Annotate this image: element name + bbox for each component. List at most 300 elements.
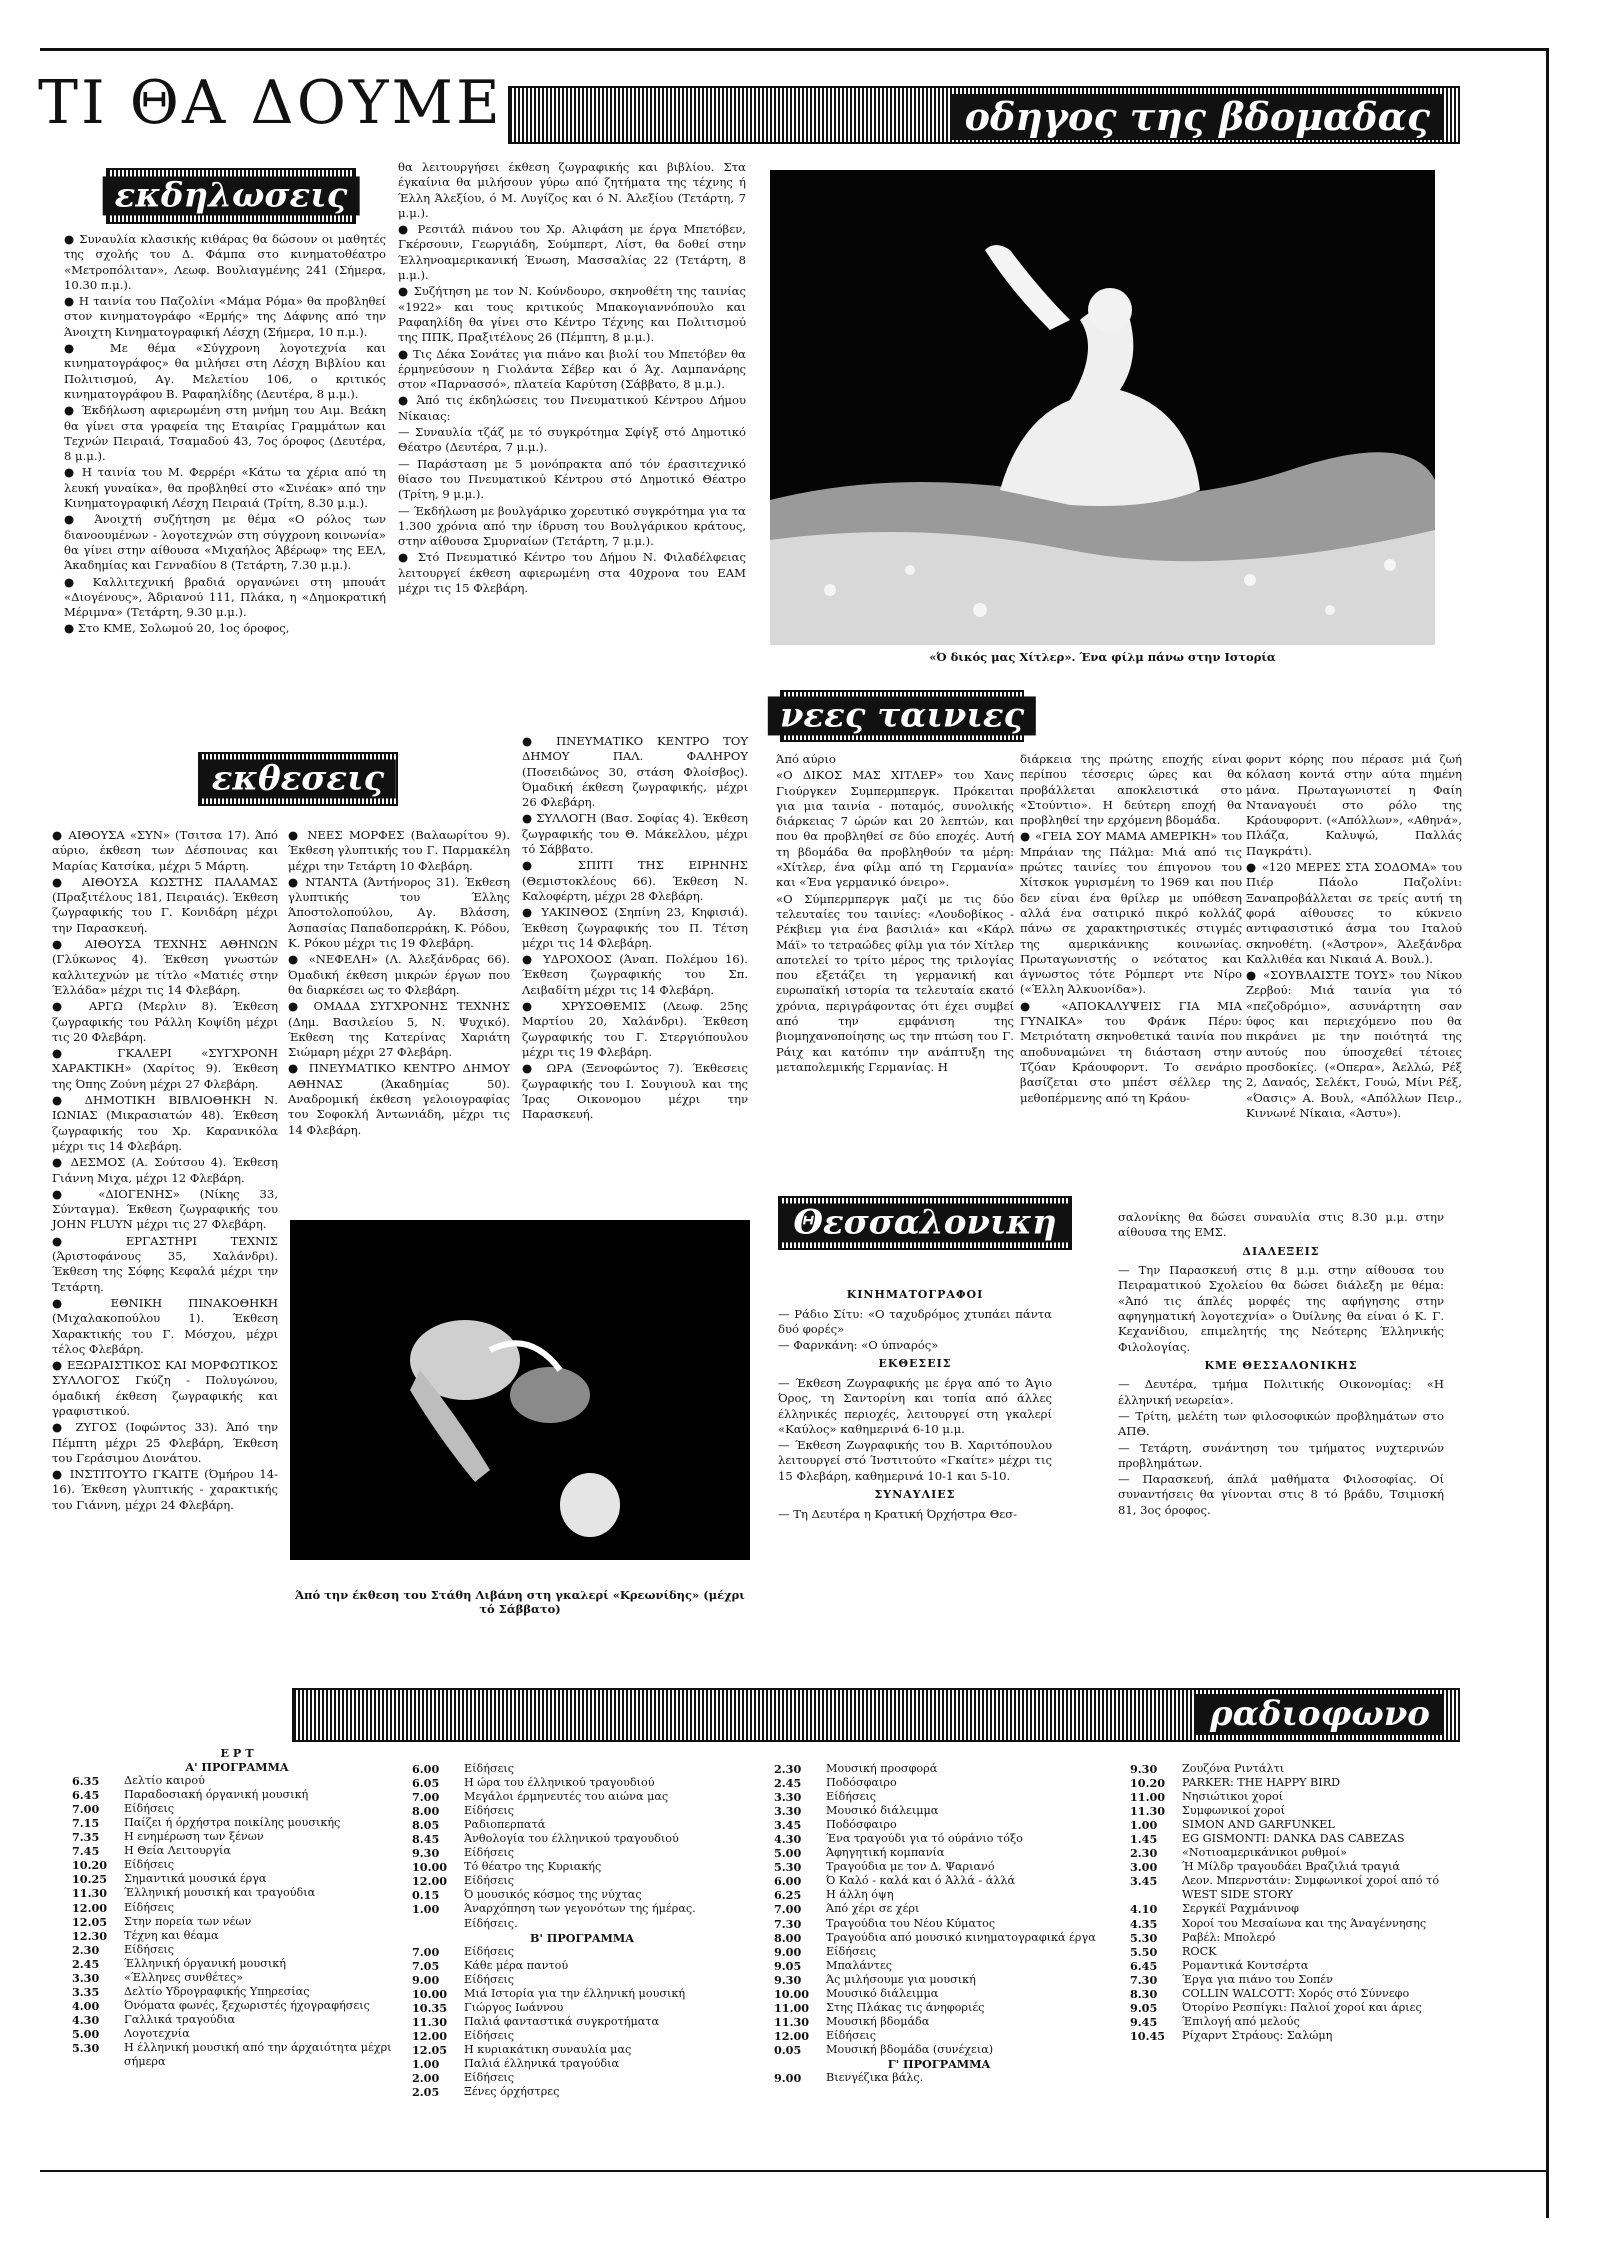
schedule-time: 1.00 (412, 2056, 440, 2071)
schedule-time: 12.30 (72, 1928, 108, 1943)
schedule-row (72, 1774, 402, 1788)
events-list-2 (398, 160, 746, 596)
paragraph: ● ΧΡΥΣΟΘΕΜΙΣ (Λεωφ. 25ης Μαρτίου 20, Χαλάνδρι). Έκθεση ζωγραφικής του Γ. Στεργιόπουλου μέχρι τις 19 Φλεβάρη. (522, 999, 748, 1059)
schedule-row (1130, 1917, 1460, 1931)
program-heading: Ε Ρ Τ (220, 1746, 254, 1760)
thessaloniki-column-1 (778, 1284, 1052, 1620)
schedule-row (774, 1917, 1104, 1931)
schedule-row (1130, 1846, 1460, 1860)
schedule-row (1130, 1790, 1460, 1804)
exhibitions-column-2 (288, 828, 510, 1210)
schedule-program: Μουσική βδομάδα (συνέχεια) (826, 2042, 994, 2056)
schedule-row (412, 1846, 752, 1860)
schedule-time: 7.45 (72, 1844, 100, 1859)
schedule-time: 0.15 (412, 1888, 440, 1903)
schedule-program: Γιώργος Ιωάννου (464, 2000, 564, 2014)
radio-list-2 (412, 1762, 752, 2099)
schedule-time: 6.00 (412, 1762, 440, 1776)
top-rule (40, 48, 1548, 51)
schedule-program: Ρίχαρντ Στράους: Σαλώμη (1182, 2028, 1333, 2042)
paragraph: ● ΣΠΙΤΙ ΤΗΣ ΕΙΡΗΝΗΣ (Θεμιστοκλέους 66). Έκθεση Ν. Καλοφέρτη, μέχρι 28 Φλεβάρη. (522, 858, 748, 903)
schedule-row (412, 1776, 752, 1790)
schedule-row (774, 1888, 1104, 1902)
paragraph: Άπό αύριο (776, 752, 836, 766)
radio-list-1 (72, 1746, 402, 2069)
schedule-row (774, 1860, 1104, 1874)
schedule-program: Ποδόσφαιρο (826, 1776, 897, 1790)
schedule-row (774, 2071, 1104, 2085)
schedule-time: 4.35 (1130, 1916, 1158, 1931)
schedule-row (1130, 2001, 1460, 2015)
paragraph: ● Συζήτηση με τον Ν. Κούνδουρο, σκηνοθέτη της ταινίας «1922» και τους κριτικούς Μπακογιαννόπουλο και Ραφαηλίδη θα γίνει στο Κέντρο Τέχνης και Πολιτισμού της ΠΠΚ, Πραξιτέλους 26 (Πέμπτη, 8 μ.μ.). (398, 284, 746, 345)
schedule-time: 7.30 (1130, 1972, 1158, 1987)
events-column-1 (64, 232, 386, 702)
schedule-time: 2.45 (774, 1776, 802, 1791)
schedule-program: Μουσική βδομάδα (826, 2014, 930, 2028)
schedule-time: 9.30 (412, 1846, 440, 1861)
schedule-row (774, 1762, 1104, 1776)
schedule-program: Είδήσεις (464, 1804, 515, 1818)
schedule-time: 10.25 (72, 1872, 108, 1887)
hitler-film-photo (770, 170, 1435, 645)
schedule-time: 4.30 (72, 2012, 100, 2027)
schedule-row (412, 2043, 752, 2057)
paragraph: — Φαρνκάνη: «Ο ύπναρός» (778, 1338, 939, 1353)
schedule-program: Παραδοσιακή όργανική μουσική (124, 1788, 309, 1802)
schedule-program: Παίζει ή όρχήστρα ποικίλης μουσικής (124, 1816, 341, 1830)
schedule-row (412, 2057, 752, 2071)
schedule-row (774, 1987, 1104, 2001)
paragraph: — Παράσταση με 5 μονόπρακτα από τόν έρασιτεχνικό θίασο του Πνευματικού Κέντρου στό Δημοτικό Θέατρο (Τρίτη, 9 μ.μ.). (398, 456, 746, 502)
schedule-time: 1.00 (412, 1902, 440, 1917)
schedule-time: 2.05 (412, 2085, 440, 2100)
radio-column-2 (412, 1762, 752, 2146)
paragraph: «Ο ΔΙΚΟΣ ΜΑΣ ΧΙΤΛΕΡ» του Χανς Γιούργκεν Συμπερμπεργκ. Πρόκειται για μια ταινία - ποταμός, συνολικής διάρκειας 7 ώρών και 20 λεπτών, και που θα προβληθεί σε δύο εποχές. Αυτή τη βδομάδα θα προβληθούν τα μέρη: «Χίτλερ, ένα φίλμ από τη Γερμανία» και «Ένα γερμανικό όνειρο». (776, 768, 1014, 890)
paragraph: ● ΖΥΓΟΣ (Ιοφώντος 33). Άπό την Πέμπτη μέχρι 25 Φλεβάρη, Έκθεση του Γεράσιμου Διονάτου. (52, 1420, 278, 1465)
schedule-row (774, 2015, 1104, 2029)
schedule-row (1130, 1776, 1460, 1790)
schedule-time: 5.30 (774, 1860, 802, 1875)
paragraph: — Την Παρασκευή στις 8 μ.μ. στην αίθουσα του Πειραματικού Σχολείου θα δώσει διάλεξη με θέμα: «Άπό τις άπλές μορφές της αφήγησης στην αφηγηματική λογοτεχνία» ο Όυίλνης θα είναι ό Κ. Γ. Κεχανίδιου, επιμελητής της Νεότερης Έλληνικής Φιλολογίας. (1118, 1263, 1444, 1354)
schedule-time: 9.05 (774, 1958, 802, 1973)
paragraph: ● ΟΜΑΔΑ ΣΥΓΧΡΟΝΗΣ ΤΕΧΝΗΣ (Δημ. Βασιλείου 5, Ν. Ψυχικό). Έκθεση της Κατερίνας Χαριάτη Σιώμαρη μέχρι 27 Φλεβάρη. (288, 999, 510, 1060)
schedule-time: 10.00 (412, 1860, 448, 1875)
paragraph: διάρκεια της πρώτης εποχής είναι περίπου τέσσερις ώρες και θα προβάλλεται αποκλειστικά στο «Στούντιο». Η δεύτερη εποχή θα προβληθεί την ερχόμενη βδομάδα. (1020, 752, 1242, 828)
banner-label: οδηγος της βδομαδας (951, 94, 1444, 140)
schedule-row (412, 1987, 752, 2001)
schedule-time: 8.00 (774, 1930, 802, 1945)
schedule-time: 6.05 (412, 1776, 440, 1791)
schedule-time: 6.25 (774, 1888, 802, 1903)
exhibitions-list-2 (288, 828, 510, 1138)
schedule-row (72, 2013, 402, 2027)
right-rule (1546, 48, 1549, 2218)
section-header-events: εκδηλωσεις (106, 168, 356, 224)
paragraph: ● ΩΡΑ (Ξενοφώντος 7). Έκθεσεις ζωγραφικής του Ι. Σουγιουλ και της Ίρας Οικονομου μέχρι την Παρασκευή. (522, 1061, 748, 1122)
paragraph: ● Με θέμα «Σύγχρονη λογοτεχνία και κινηματογράφος» θα μιλήσει στη Λέσχη Βιβλίου και Πολιτισμού, Αγ. Μελετίου 106, ο κριτικός κινηματογράφου Β. Ραφαηλίδης (Δευτέρα, 8 μ.μ.). (64, 341, 386, 401)
schedule-time: 12.00 (412, 1874, 448, 1889)
schedule-program: Άπό χέρι σε χέρι (826, 1902, 920, 1916)
schedule-program: Είδήσεις (826, 1790, 877, 1804)
paragraph: ● ΥΔΡΟΧΟΟΣ (Άναπ. Πολέμου 16). Έκθεση ζωγραφικής του Σπ. Λειβαδίτη μέχρι τις 14 Φλεβάρη. (522, 952, 748, 997)
schedule-time: 7.00 (72, 1802, 100, 1817)
schedule-row (72, 2027, 402, 2041)
schedule-program: Μουσικό διάλειμμα (826, 1986, 939, 2000)
schedule-program: «Έλληνες συνθέτες» (124, 1970, 244, 1984)
schedule-row (72, 2041, 402, 2069)
schedule-row (412, 1959, 752, 1973)
schedule-program: Τραγούδια του Νέου Κύματος (826, 1916, 996, 1930)
schedule-program: Στης Πλάκας τις άνηφοριές (826, 2000, 985, 2014)
schedule-row (412, 1874, 752, 1888)
schedule-program: Είδήσεις (124, 1942, 175, 1956)
schedule-time: 8.45 (412, 1832, 440, 1847)
paragraph: ● «120 ΜΕΡΕΣ ΣΤΑ ΣΟΔΟΜΑ» του Πιέρ Πάολο Παζολίνι: Ξαναπροβάλλεται σε τρείς αυτή τη φορά αίθουσες το κύκνειο αντιφασιστικό άσμα του Ιταλού σκηνοθέτη. («Άστρον», Άλεξάνδρα Καλλιθέα και Νικαιά Α. Βουλ.). (1246, 860, 1462, 966)
weekly-guide-banner (508, 86, 1460, 144)
schedule-row (72, 1802, 402, 1816)
paragraph: — Ράδιο Σίτυ: «Ο ταχυδρόμος χτυπάει πάντα δυό φορές» (778, 1306, 1052, 1336)
schedule-time: 2.30 (1130, 1846, 1158, 1861)
schedule-time: 4.00 (72, 1998, 100, 2013)
schedule-time: 5.00 (72, 2026, 100, 2041)
schedule-time: 3.45 (1130, 1874, 1158, 1889)
schedule-row (774, 1790, 1104, 1804)
hitler-film-image (770, 170, 1435, 645)
hitler-film-caption: «Ό δικός μας Χίτλερ». Ένα φίλμ πάνω στην Ιστορία (929, 650, 1276, 664)
schedule-time: 0.05 (774, 2042, 802, 2057)
schedule-row (1130, 1902, 1460, 1916)
schedule-time: 8.00 (412, 1804, 440, 1819)
schedule-row (774, 1874, 1104, 1888)
paragraph: φορντ κόρης που πέρασε μιά ζωή κόλαση κοντά στην αύτα πημένη μάνα. Πρωταγωνιστεί η Φαίη Νταναγουέι στο ρόλο της Κράουφορντ. («Απόλλων», «Αθηνά», Πλάζα, Καλυψώ, Παλλάς Παγκράτι). (1246, 752, 1462, 858)
schedule-program: Τραγούδια από μουσικό κινηματογραφικά έργα (826, 1930, 1096, 1944)
program-heading: Β' ΠΡΟΓΡΑΜΜΑ (530, 1930, 634, 1945)
schedule-time: 9.00 (774, 2071, 802, 2086)
new-films-column-1 (776, 752, 1014, 1192)
schedule-row (412, 2015, 752, 2029)
new-films-list-2 (1020, 752, 1242, 1106)
subheading: ΣΥΝΑΥΛΙΕΣ (874, 1488, 956, 1501)
schedule-row (1130, 2029, 1460, 2043)
new-films-column-2 (1020, 752, 1242, 1192)
schedule-row (1130, 1931, 1460, 1945)
schedule-program: Είδήσεις (464, 1972, 515, 1986)
schedule-program: Μιά Ιστορία για την έλληνική μουσική (464, 1986, 686, 2000)
paragraph: ● Η ταινία του Παζολίνι «Μάμα Ρόμα» θα προβληθεί στον κινηματογράφο «Ερμής» της Δάφνης από την Άνοιχτη Κινηματογραφική Λέσχη (Σήμερα, 10 π.μ.). (64, 294, 386, 339)
schedule-time: 7.35 (72, 1830, 100, 1845)
schedule-program: Είδήσεις (464, 2028, 515, 2042)
schedule-row (1130, 1832, 1460, 1846)
schedule-program: Ό μουσικός κόσμος της νύχτας (464, 1888, 642, 1902)
schedule-program: Μουσική προσφορά (826, 1762, 938, 1775)
schedule-time: 5.30 (72, 2040, 100, 2055)
schedule-row (72, 1844, 402, 1858)
schedule-row (412, 2085, 752, 2099)
schedule-program: Τέχνη και θέαμα (124, 1928, 219, 1942)
schedule-time: 5.50 (1130, 1944, 1158, 1959)
paragraph: ● Τις Δέκα Σονάτες για πιάνο και βιολί του Μπετόβεν θα έρμηνεύσουν η Γιολάντα Σέβερ και ό Άχ. Λαμπανάρης στον «Παρνασσό», πλατεία Καρύτση (Σάββατο, 8 μ.μ.). (398, 346, 746, 392)
schedule-time: 10.00 (412, 1986, 448, 2001)
thessaloniki-column-2 (1118, 1210, 1444, 1640)
schedule-row (72, 1858, 402, 1872)
schedule-row (1130, 1959, 1460, 1973)
schedule-program: Κάθε μέρα παντού (464, 1958, 569, 1972)
schedule-time: 4.30 (774, 1832, 802, 1847)
schedule-row (1130, 1945, 1460, 1959)
schedule-program: Νησιώτικοι χοροί (1182, 1790, 1284, 1804)
schedule-time: 7.15 (72, 1816, 100, 1831)
schedule-time: 7.00 (412, 1944, 440, 1959)
paragraph: ● ΑΡΓΩ (Μερλιν 8). Έκθεση ζωγραφικής του Ράλλη Κοψίδη μέχρι τις 20 Φλεβάρη. (52, 999, 278, 1044)
schedule-row (72, 1985, 402, 1999)
schedule-row (412, 1973, 752, 1987)
schedule-row (774, 1945, 1104, 1959)
paragraph: θα λειτουργήσει έκθεση ζωγραφικής και βιβλίου. Στα έγκαίνια θα μιλήσουν γύρω από ζητήματα της τέχνης ή Έλλη Άλεξίου, ό Μ. Λυγίζος και ό Ν. Άλεξίου (Τετάρτη, 7 μ.μ.). (398, 160, 746, 220)
schedule-program: Λεον. Μπερνστάιν: Συμφωνικοί χοροί από τό WEST SIDE STORY (1182, 1874, 1440, 1902)
schedule-time: 7.05 (412, 1958, 440, 1973)
schedule-row (774, 1902, 1104, 1916)
program-heading: Α' ΠΡΟΓΡΑΜΜΑ (185, 1760, 289, 1775)
schedule-row (72, 1830, 402, 1844)
schedule-program: Ή Μίλδρ τραγουδάει Βραζιλιά τραγιά (1182, 1860, 1400, 1874)
schedule-program: Παλιά έλληνικά τραγούδια (464, 2056, 620, 2070)
schedule-row (412, 1860, 752, 1874)
schedule-program: Είδήσεις (464, 1762, 515, 1775)
subheading: ΚΜΕ ΘΕΣΣΑΛΟΝΙΚΗΣ (1204, 1358, 1358, 1372)
schedule-row (774, 1846, 1104, 1860)
schedule-time: 5.00 (774, 1846, 802, 1861)
schedule-time: 6.45 (1130, 1958, 1158, 1973)
subheading: ΔΙΑΛΕΞΕΙΣ (1242, 1244, 1320, 1258)
schedule-row (1130, 1987, 1460, 2001)
schedule-row (774, 1818, 1104, 1832)
schedule-program: Ζουζόνα Ριντάλτι (1182, 1762, 1285, 1775)
paragraph: ● ΑΙΘΟΥΣΑ ΤΕΧΝΗΣ ΑΘΗΝΩΝ (Γλύκωνος 4). Έκθεση γνωστών καλλιτεχνών με τίτλο «Ματιές στην Έλλάδα» μέχρι τις 14 Φλεβάρη. (52, 937, 278, 997)
schedule-program: Τραγούδια με τον Δ. Ψαριανό (826, 1860, 995, 1874)
schedule-time: 11.00 (1130, 1790, 1166, 1805)
schedule-program: Μεγάλοι έρμηνευτές του αιώνα μας (464, 1790, 669, 1804)
new-films-list-3 (1246, 752, 1462, 1121)
schedule-row (72, 1816, 402, 1830)
schedule-program: Άς μιλήσουμε για μουσική (826, 1972, 976, 1986)
exhibitions-column-1 (52, 828, 278, 1512)
paragraph: ● ΕΘΝΙΚΗ ΠΙΝΑΚΟΘΗΚΗ (Μιχαλακοπούλου 1). Έκθεση Χαρακτικής του Γ. Μόσχου, μέχρι τέλος Φλεβάρη. (52, 1295, 278, 1356)
schedule-time: 1.45 (1130, 1832, 1158, 1847)
schedule-row (412, 1762, 752, 1776)
schedule-program: «Νοτιοαμερικάνικοι ρυθμοί» (1182, 1846, 1348, 1860)
paragraph: ● «ΣΟΥΒΛΑΙΣΤΕ ΤΟΥΣ» του Νίκου Ζερβού: Μιά ταινία για τό «πεζοδρόμιο», ασυνάρτητη σαν ύφος και περιεχόμενο που θα πικράνει με την ποιότητά της αυτούς που ύποσχεθεί τέτοιες προσδοκίες. («Οπερα», Άελλώ, Ρέξ 2, Δαναός, Σελέκτ, Γουώ, Μίνι Ρέξ, «Όασις» Α. Βουλ, «Απόλλων Πειρ., Κιννωνέ Νίκαια, «Άστυ»). (1246, 968, 1462, 1120)
section-header-new-films: νεες ταινιες (780, 690, 1024, 742)
schedule-row (1130, 1762, 1460, 1776)
paragraph: ● ΠΝΕΥΜΑΤΙΚΟ ΚΕΝΤΡΟ ΤΟΥ ΔΗΜΟΥ ΠΑΛ. ΦΑΛΗΡΟΥ (Ποσειδώνος 30, στάση Φλοίσβος). Όμαδική έκθεση ζωγραφικής, μέχρι 26 Φλεβάρη. (522, 734, 748, 810)
schedule-row (412, 2071, 752, 2085)
schedule-program: SIMON AND GARFUNKEL (1182, 1818, 1335, 1832)
schedule-program: Ότορίνο Ρεσπίγκι: Παλιοί χοροί και άριες (1182, 2000, 1422, 2014)
schedule-time: 5.30 (1130, 1930, 1158, 1945)
paragraph: — Συναυλία τζάζ με τό συγκρότημα Σφίγξ στό Δημοτικό Θέατρο (Δευτέρα, 7 μ.μ.). (398, 425, 746, 455)
exhibitions-list-3 (522, 734, 748, 1122)
schedule-row (72, 1957, 402, 1971)
new-films-list-1 (776, 752, 1014, 1075)
schedule-time: 11.30 (412, 2014, 448, 2029)
bottom-rule (40, 2170, 1548, 2172)
schedule-program: Άνθολογία του έλληνικού τραγουδιού (464, 1832, 679, 1846)
paragraph: ● Άπό τις έκδηλώσεις του Πνευματικού Κέντρου Δήμου Νίκαιας: (398, 393, 746, 423)
schedule-program: Είδήσεις (826, 2028, 877, 2042)
schedule-program: Είδήσεις (464, 1944, 515, 1958)
schedule-time: 9.00 (412, 1972, 440, 1987)
schedule-row (1130, 1818, 1460, 1832)
schedule-program: Μπαλάντες (826, 1958, 893, 1972)
schedule-program: Ό Καλό - καλά και ό Άλλά - άλλά (826, 1874, 1016, 1888)
paragraph: — Δευτέρα, τμήμα Πολιτικής Οικονομίας: «Η έλληνική νεωρεία». (1118, 1377, 1444, 1407)
schedule-row (774, 1959, 1104, 1973)
schedule-time: 12.00 (72, 1900, 108, 1915)
schedule-time: 9.30 (774, 1972, 802, 1987)
schedule-program: COLLIN WALCOTT: Χορός στό Σύννεφο (1182, 1986, 1410, 2000)
schedule-program: Στην πορεία των νέων (124, 1914, 252, 1928)
schedule-program: Είδήσεις (124, 1858, 175, 1872)
livanis-exhibition-image (290, 1220, 750, 1560)
radio-list-3 (774, 1762, 1104, 2085)
thessaloniki-list-2 (1118, 1210, 1444, 1518)
schedule-program: Έργα για πιάνο του Σοπέν (1182, 1972, 1333, 1986)
schedule-time: 7.00 (774, 1902, 802, 1917)
schedule-row (412, 1888, 752, 1902)
schedule-program: Βιενγέζικα βάλς. (826, 2071, 924, 2085)
paragraph: ● Η ταινία του Μ. Φερρέρι «Κάτω τα χέρια από τη λευκή γυναίκα», θα προβληθεί στο «Σινέακ» από την Κινηματογραφική Λέσχη Πειραιά (Τρίτη, 8.30 μ.μ.). (64, 465, 386, 511)
schedule-row (774, 1804, 1104, 1818)
schedule-program: Δελτίο Υδρογραφικής Υπηρεσίας (124, 1984, 310, 1998)
schedule-row (72, 1901, 402, 1915)
thessaloniki-list-1 (778, 1288, 1052, 1522)
schedule-row (774, 2043, 1104, 2057)
schedule-program: Άναρχόπηση των γεγονότων της ήμέρας. Είδήσεις. (464, 1902, 696, 1930)
paragraph: ● ΑΙΘΟΥΣΑ ΚΩΣΤΗΣ ΠΑΛΑΜΑΣ (Πραξιτέλους 181, Πειραιάς). Έκθεση ζωγραφικής του Γ. Κονιδάρη μέχρι την Παρασκευή. (52, 874, 278, 935)
schedule-program: Έλληνική μουσική και τραγούδια (124, 1886, 316, 1900)
paragraph: ● ΠΝΕΥΜΑΤΙΚΟ ΚΕΝΤΡΟ ΔΗΜΟΥ ΑΘΗΝΑΣ (Άκαδημίας 50). Αναδρομική έκθεση γελοιογραφίας του Σοφοκλή Άντωνιάδη, μέχρι τις 14 Φλεβάρη. (288, 1061, 510, 1137)
schedule-program: PARKER: THE HAPPY BIRD (1182, 1776, 1341, 1790)
schedule-row (774, 1776, 1104, 1790)
paragraph: ● ΙΝΣΤΙΤΟΥΤΟ ΓΚΑΙΤΕ (Όμήρου 14-16). Έκθεση γλυπτικής - χαρακτικής του Γιάννη, μέχρι 24 Φλεβάρη. (52, 1467, 278, 1512)
schedule-row (72, 1999, 402, 2013)
schedule-program: Είδήσεις (464, 1846, 515, 1860)
schedule-row (72, 1929, 402, 1943)
paragraph: ● «ΝΕΦΕΛΗ» (Λ. Άλεξάνδρας 66). Όμαδική έκθεση μικρών έργων που θα διαρκέσει ως το Φλεβάρη. (288, 952, 510, 997)
schedule-program: Είδήσεις (124, 1802, 175, 1816)
schedule-time: 2.00 (412, 2071, 440, 2086)
schedule-time: 12.05 (412, 2042, 448, 2057)
schedule-time: 3.30 (72, 1970, 100, 1985)
schedule-time: 10.20 (72, 1858, 108, 1873)
paragraph: ● ΝΕΕΣ ΜΟΡΦΕΣ (Βαλαωρίτου 9). Έκθεση γλυπτικής του Γ. Παρμακέλη μέχρι την Τετάρτη 10 Φλεβάρη. (288, 828, 510, 873)
schedule-time: 10.35 (412, 2000, 448, 2015)
schedule-row (412, 1902, 752, 1930)
schedule-time: 10.00 (774, 1986, 810, 2001)
schedule-time: 11.30 (774, 2014, 810, 2029)
schedule-time: 12.05 (72, 1914, 108, 1929)
radio-banner (292, 1688, 1460, 1742)
schedule-row (412, 2029, 752, 2043)
schedule-time: 7.30 (774, 1916, 802, 1931)
schedule-program: Ραδιοπερπατά (464, 1818, 546, 1832)
schedule-program: Έπιλογή από μελούς (1182, 2014, 1300, 2028)
schedule-program: Όνόματα φωνές, ξεχωριστές ήχογραφήσεις (124, 1998, 370, 2012)
schedule-row (1130, 1804, 1460, 1818)
livanis-exhibition-photo (290, 1220, 750, 1560)
section-header-exhibitions: εκθεσεις (198, 752, 398, 806)
paragraph: ● ΕΞΩΡΑΙΣΤΙΚΟΣ ΚΑΙ ΜΟΡΦΩΤΙΚΟΣ ΣΥΛΛΟΓΟΣ Γκύζη - Πολυγώνου, όμαδική έκθεση ζωγραφικής και γραφιστικού. (52, 1358, 278, 1418)
program-heading: Γ' ΠΡΟΓΡΑΜΜΑ (887, 2056, 991, 2071)
schedule-program: Η άλλη όψη (826, 1888, 894, 1902)
schedule-program: Είδήσεις (826, 1944, 877, 1958)
events-list-1 (64, 232, 386, 637)
schedule-time: 8.05 (412, 1818, 440, 1833)
schedule-program: Η έλληνική μουσική από την άρχαιότητα μέχρι σήμερα (124, 2040, 392, 2069)
schedule-program: Η ώρα του έλληνικού τραγουδιού (464, 1776, 655, 1790)
paragraph: ● ΑΙΘΟΥΣΑ «ΣΥΝ» (Τσιτσα 17). Άπό αύριο, έκθεση των Δέσποινας και Μαρίας Κατσίκα, μέχρι 5 Μάρτη. (52, 828, 278, 873)
paragraph: ● Ρεσιτάλ πιάνου του Χρ. Αλιφάση με έργα Μπετόβεν, Γκέρσουιν, Γεωργιάδη, Σούμπερτ, Λίστ, θα δοθεί στην Έλληνοαμερικανική Ένωση, Μασσαλίας 22 (Τετάρτη, 8 μ.μ.). (398, 222, 746, 283)
paragraph: ● Έκδήλωση αφιερωμένη στη μνήμη του Αιμ. Βεάκη θα γίνει στα γραφεία της Εταιρίας Γραμμάτων και Τεχνών Πειραιά, Τσαμαδού 43, 7ος όροφος (Δευτέρα, 8 μ.μ.). (64, 403, 386, 464)
schedule-program: Έλληνική όργανική μουσική (124, 1956, 286, 1970)
paragraph: ● Στο ΚΜΕ, Σολωμού 20, 1ος όροφος, (64, 621, 290, 636)
schedule-time: 2.30 (774, 1762, 802, 1776)
schedule-time: 10.20 (1130, 1776, 1166, 1791)
schedule-time: 6.35 (72, 1774, 100, 1789)
schedule-program: Ρομαντικά Κοντσέρτα (1182, 1958, 1309, 1972)
schedule-program: Χοροί του Μεσαίωνα και της Άναγέννησης (1182, 1916, 1427, 1930)
schedule-program: Μουσικό διάλειμμα (826, 1804, 939, 1818)
paragraph: ● Άνοιχτή συζήτηση με θέμα «Ο ρόλος των διανοουμένων - λογοτεχνών στη σύγχρονη κοινωνία» θα γίνει στην αίθουσα «Μιχαήλος Άβέρωφ» της ΕΕΛ, Άκαδημίας και Γενναδίου 8 (Τετάρτη, 7.30 μ.μ.). (64, 512, 386, 573)
schedule-program: Γαλλικά τραγούδια (124, 2012, 236, 2026)
events-column-2 (398, 160, 746, 720)
schedule-row (412, 1832, 752, 1846)
schedule-program: EG GISMONTI: DANKA DAS CABEZAS (1182, 1832, 1405, 1846)
exhibitions-list-1 (52, 828, 278, 1513)
paragraph: ● ΔΗΜΟΤΙΚΗ ΒΙΒΛΙΟΘΗΚΗ Ν. ΙΩΝΙΑΣ (Μικρασιατών 48). Έκθεση ζωγραφικής του Χρ. Καρανικόλα μέχρι τις 14 Φλεβάρη. (52, 1093, 278, 1153)
schedule-program: Τό θέατρο της Κυριακής (464, 1860, 602, 1874)
schedule-time: 3.30 (774, 1804, 802, 1819)
paragraph: ● ΥΑΚΙΝΘΟΣ (Σηπίνη 23, Κηφισιά). Έκθεση ζωγραφικής του Π. Τέτση μέχρι τις 14 Φλεβάρη. (522, 905, 748, 950)
paragraph: — Έκθεση Ζωγραφικής του Β. Χαριτόπουλου λειτουργεί στό Ίνστιτούτο «Γκαίτε» μέχρι τις 15 Φλεβάρη, καθημερινά 10-1 και 5-10. (778, 1438, 1052, 1483)
paragraph: ● «ΑΠΟΚΑΛΥΨΕΙΣ ΓΙΑ ΜΙΑ ΓΥΝΑΙΚΑ» του Φράνκ Πέρυ: Μετριότατη σκηνοθετικά ταινία που αποδυναμώνει τη διάσταση στην Τζόαν Κράουφορντ. Το σενάριο βασίζεται στο μπέστ σέλλερ της μεθοπέρμενης από τη Κράου- (1020, 998, 1242, 1105)
schedule-row (412, 1818, 752, 1832)
paragraph: — Τετάρτη, συνάντηση του τμήματος νυχτερινών προβλημάτων. (1118, 1440, 1444, 1470)
schedule-row (72, 1915, 402, 1929)
schedule-program: ROCK (1182, 1944, 1217, 1958)
schedule-time: 3.00 (1130, 1860, 1158, 1875)
paragraph: — Τρίτη, μελέτη των φιλοσοφικών προβλημάτων στο ΑΠΘ. (1118, 1409, 1444, 1439)
schedule-program: Είδήσεις (464, 2071, 515, 2085)
schedule-row (774, 2001, 1104, 2015)
schedule-time: 2.45 (72, 1956, 100, 1971)
schedule-row (412, 1804, 752, 1818)
schedule-program: Συμφωνικοί χοροί (1182, 1804, 1286, 1818)
schedule-time: 6.45 (72, 1788, 100, 1803)
schedule-program: Παλιά φανταστικά συγκροτήματα (464, 2014, 660, 2028)
schedule-time: 2.30 (72, 1942, 100, 1957)
schedule-row (72, 1943, 402, 1957)
schedule-time: 10.45 (1130, 2028, 1166, 2043)
paragraph: ● «ΓΕΙΑ ΣΟΥ ΜΑΜΑ ΑΜΕΡΙΚΗ» του Μπράιαν της Πάλμα: Μιά από τις πρώτες ταινίες του έπιγονου του Χίτσκοκ γυρισμένη το 1969 και που δεν είναι ένα θρίλερ με υπόθεση αλλά ένα σατιρικό πικρό κολλάζ πάνω σε χαρακτηριστικές στιγμές της αμερικάνικης κοινωνίας. Πρωταγωνιστής ο νεότατος και άγνωστος τότε Ρόμπερτ ντε Νίρο («Έλλη Άλκυονίδα»). (1020, 829, 1242, 997)
schedule-row (412, 1945, 752, 1959)
schedule-row (72, 1788, 402, 1802)
subheading: ΚΙΝΗΜΑΤΟΓΡΑΦΟΙ (846, 1288, 984, 1301)
schedule-row (1130, 1874, 1460, 1902)
schedule-row (412, 2001, 752, 2015)
paragraph: ● Στό Πνευματικό Κέντρο του Δήμου Ν. Φιλαδέλφειας λειτουργεί έκθεση αφιερωμένη στα 40χρονα του ΕΑΜ μέχρι τις 15 Φλεβάρη. (398, 550, 746, 596)
paragraph: ● ΓΚΑΛΕΡΙ «ΣΥΓΧΡΟΝΗ ΧΑΡΑΚΤΙΚΗ» (Χαρίτος 9). Έκθεση της Όπης Ζούνη μέχρι 27 Φλεβάρη. (52, 1046, 278, 1091)
